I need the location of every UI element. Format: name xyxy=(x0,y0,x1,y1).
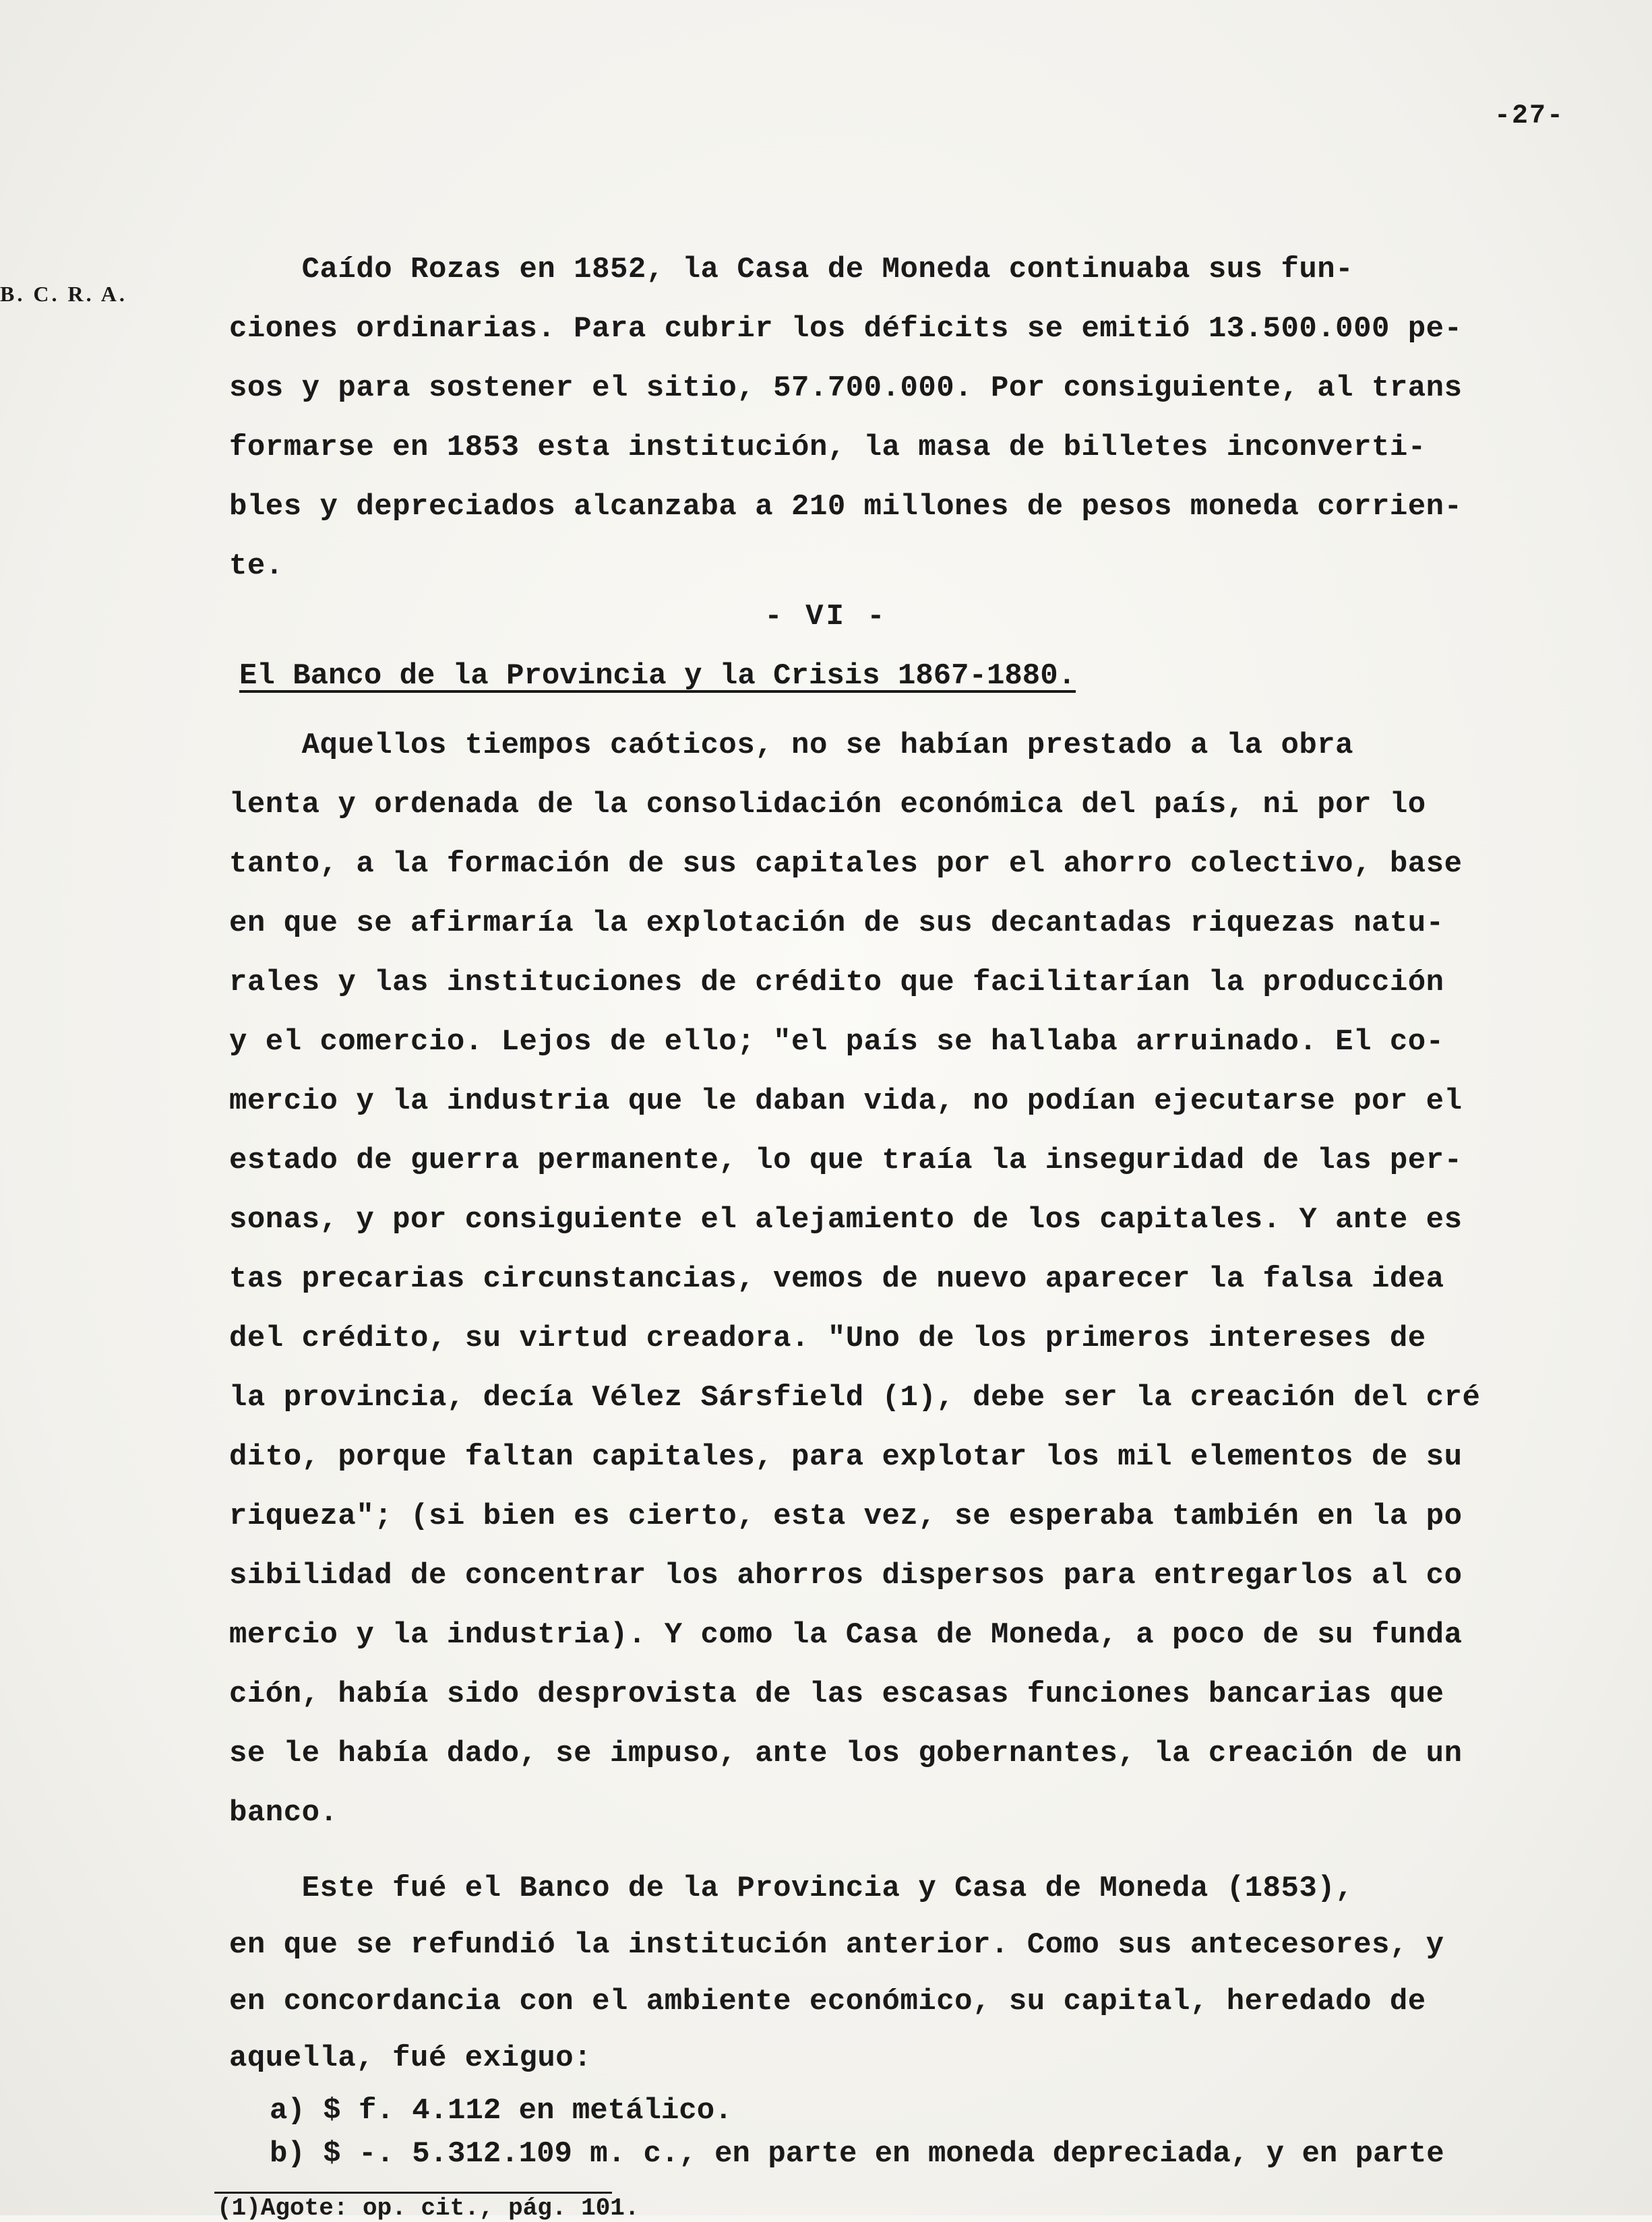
text-line: Aquellos tiempos caóticos, no se habían prestado a la obra xyxy=(229,729,1354,762)
paragraph-1 xyxy=(229,240,1631,596)
footnote: (1)Agote: op. cit., pág. 101. xyxy=(217,2194,640,2222)
text-line: en que se afirmaría la explotación de sus decantadas riquezas natu- xyxy=(229,906,1444,940)
text-line: en que se refundió la institución anterior. Como sus antecesores, y xyxy=(229,1928,1444,1962)
section-number: - VI - xyxy=(764,600,888,634)
text-line: lenta y ordenada de la consolidación económica del país, ni por lo xyxy=(229,788,1426,822)
text-line: rales y las instituciones de crédito que facilitarían la producción xyxy=(229,966,1444,999)
text-line: banco. xyxy=(229,1796,338,1830)
text-line: dito, porque faltan capitales, para explotar los mil elementos de su xyxy=(229,1440,1463,1474)
text-line: la provincia, decía Vélez Sársfield (1), debe ser la creación del cré xyxy=(229,1381,1481,1415)
list-item: b) $ -. 5.312.109 m. c., en parte en moneda depreciada, y en parte xyxy=(270,2137,1444,2171)
text-line: Caído Rozas en 1852, la Casa de Moneda continuaba sus fun- xyxy=(229,253,1354,286)
text-line: ciones ordinarias. Para cubrir los déficits se emitió 13.500.000 pe- xyxy=(229,312,1463,346)
text-line: aquella, fué exiguo: xyxy=(229,2041,592,2075)
footnote-divider xyxy=(214,2192,612,2194)
text-line: del crédito, su virtud creadora. "Uno de los primeros intereses de xyxy=(229,1322,1426,1355)
paragraph-2 xyxy=(229,716,1631,1843)
text-line: tanto, a la formación de sus capitales por el ahorro colectivo, base xyxy=(229,847,1463,881)
text-line: ción, había sido desprovista de las escasas funciones bancarias que xyxy=(229,1677,1444,1711)
text-line: y el comercio. Lejos de ello; "el país se hallaba arruinado. El co- xyxy=(229,1025,1444,1059)
text-line: sonas, y por consiguiente el alejamiento de los capitales. Y ante es xyxy=(229,1203,1463,1237)
list-item: a) $ f. 4.112 en metálico. xyxy=(270,2094,733,2128)
text-line: bles y depreciados alcanzaba a 210 millones de pesos moneda corrien- xyxy=(229,490,1463,524)
text-line: formarse en 1853 esta institución, la masa de billetes inconverti- xyxy=(229,431,1426,464)
text-line: estado de guerra permanente, lo que traía la inseguridad de las per- xyxy=(229,1144,1463,1177)
text-line: en concordancia con el ambiente económico, su capital, heredado de xyxy=(229,1985,1426,2018)
section-title: El Banco de la Provincia y la Crisis 1867-1880. xyxy=(239,659,1076,693)
margin-stamp: B. C. R. A. xyxy=(0,282,127,306)
paragraph-3 xyxy=(229,1860,1631,2087)
text-line: mercio y la industria). Y como la Casa de Moneda, a poco de su funda xyxy=(229,1618,1463,1652)
capital-list xyxy=(270,2089,1444,2175)
text-line: tas precarias circunstancias, vemos de nuevo aparecer la falsa idea xyxy=(229,1262,1444,1296)
text-line: te. xyxy=(229,549,284,583)
text-line: sos y para sostener el sitio, 57.700.000. Por consiguiente, al trans xyxy=(229,371,1463,405)
text-line: mercio y la industria que le daban vida, no podían ejecutarse por el xyxy=(229,1084,1463,1118)
text-line: se le había dado, se impuso, ante los gobernantes, la creación de un xyxy=(229,1737,1463,1770)
page-number: -27- xyxy=(1494,101,1564,131)
text-line: Este fué el Banco de la Provincia y Casa de Moneda (1853), xyxy=(229,1872,1354,1905)
text-line: riqueza"; (si bien es cierto, esta vez, se esperaba también en la po xyxy=(229,1500,1463,1533)
text-line: sibilidad de concentrar los ahorros dispersos para entregarlos al co xyxy=(229,1559,1463,1593)
